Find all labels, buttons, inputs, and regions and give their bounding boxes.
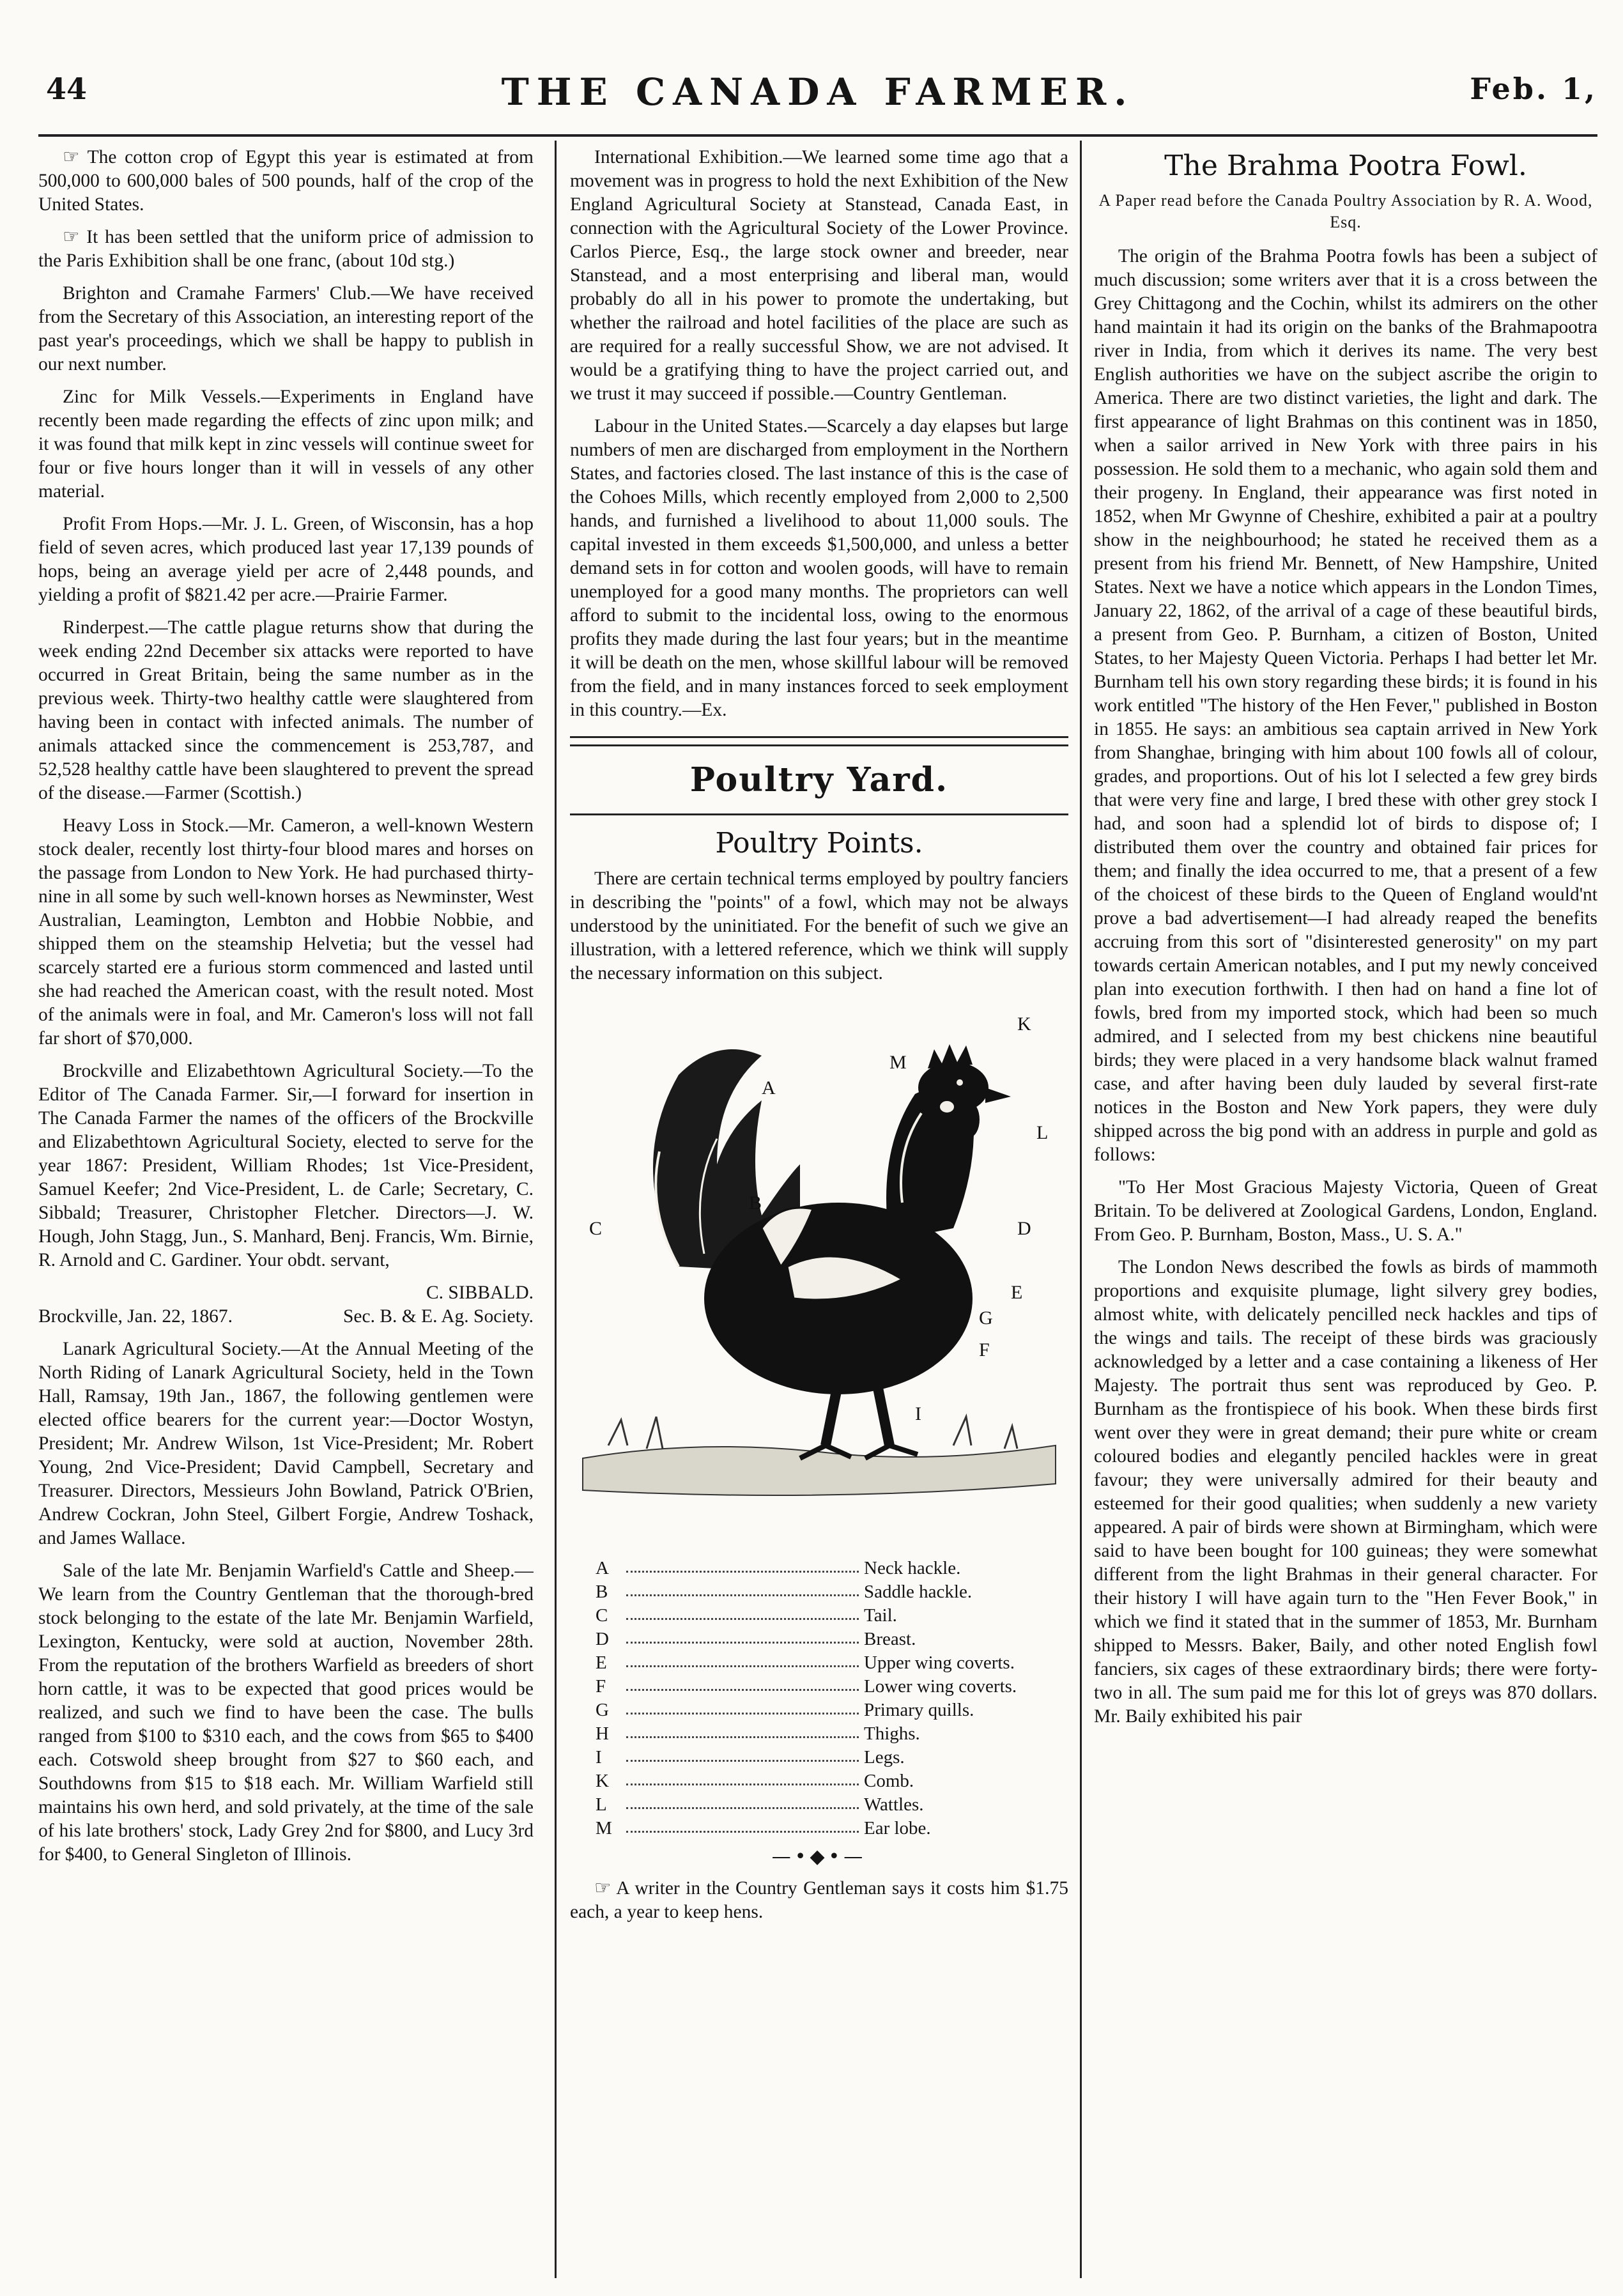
section-divider [570,736,1068,746]
article-paris-exhibition: ☞ It has been settled that the uniform price of admission to the Paris Exhibition shall be one franc, (about 10d stg.) [38,227,534,271]
legend-key: A [596,1558,609,1578]
legend-key: K [596,1771,609,1791]
legend-leader [626,1746,859,1762]
masthead-rule [38,134,1597,137]
issue-date: Feb. 1, [1470,72,1597,106]
article-international-exhibition: International Exhibition.—We learned some time ago that a movement was in progress to hold the next Exhibition of the New England Agricultural Society at Stanstead, Canada East, in connection with the Agricultural Society of the Lower Province. Carlos Pierce, Esq., the large stock owner and breeder, near Stanstead, and a most enterprising and liberal man, would probably do all in his power to promote the undertaking, but whether the railroad and hotel facilities of the place are such as are required for a really successful Show, we are not advised. It would be a gratifying thing to have the project carried out, and we trust it may succeed if possible.—Country Gentleman. [570,147,1068,404]
figure-label-h: H [781,1359,795,1380]
article-zinc-milk: Zinc for Milk Vessels.—Experiments in England have recently been made regarding the effects of zinc upon milk; and it was found that milk kept in zinc vessels will continue sweet for four or five hours longer than it will in vessels of any other material. [38,387,534,502]
section-title-poultry-yard: Poultry Yard. [689,760,949,799]
legend-leader [626,1675,859,1691]
column-right [1094,146,1597,2277]
masthead [38,64,1597,134]
signature-role: Sec. B. & E. Ag. Society. [343,1306,534,1327]
legend-value: Comb. [864,1771,914,1791]
figure-label-f: F [979,1339,990,1360]
figure-label-l: L [1036,1122,1049,1143]
article-hens-cost: ☞ A writer in the Country Gentleman says it costs him $1.75 each, a year to keep hens. [570,1878,1068,1922]
legend-leader [626,1699,859,1714]
legend-row [570,1604,1068,1628]
legend-leader [626,1817,859,1833]
article-labour-us: Labour in the United States.—Scarcely a day elapses but large numbers of men are discharged from employment in the Northern States, and factories closed. The last instance of this is the case of the Cohoes Mills, which recently employed from 2,000 to 2,500 hands, and furnished a livelihood to about 11,000 souls. The capital invested in them exceeds $1,500,000, and unless a better demand sets in for cotton and woolen goods, will have to remain unemployed for a good many months. The proprietors can well afford to submit to the incidental loss, owing to the enormous profits they made during the last four years; but in the meantime it will be death on the men, whose skillful labour will be removed from the field, and in many instances forced to seek employment in this country.—Ex. [570,416,1068,720]
column-left [38,146,534,2277]
brahma-address: "To Her Most Gracious Majesty Victoria, Queen of Great Britain. To be delivered at Zoological Gardens, London, England. From Geo. P. Burnham, Boston, Mass., U. S. A." [1094,1177,1597,1245]
article-lanark-society: Lanark Agricultural Society.—At the Annual Meeting of the North Riding of Lanark Agricultural Society, held in the Town Hall, Ramsay, 19th Jan., 1867, the following gentlemen were elected office bearers for the current year:—Doctor Wostyn, President; Mr. Andrew Wilson, 1st Vice-President; Mr. Robert Young, 2nd Vice-President; David Campbell, Secretary and Treasurer. Directors, Messieurs John Bowland, Patrick O'Brien, Andrew Cockran, John Steel, Gilbert Forgie, Andrew Toshack, and James Wallace. [38,1339,534,1548]
legend-row [570,1699,1068,1722]
article-hops: Profit From Hops.—Mr. J. L. Green, of Wisconsin, has a hop field of seven acres, which produced last year 17,139 pounds of hops, being an average yield per acre of 2,448 pounds, and yielding a profit of $821.42 per acre.—Prairie Farmer. [38,514,534,605]
legend-key: M [596,1818,612,1838]
newspaper-title: THE CANADA FARMER. [501,70,1135,114]
article-warfield-sale: Sale of the late Mr. Benjamin Warfield's Cattle and Sheep.—We learn from the Country Gentleman that the thorough-bred stock belonging to the estate of the late Mr. Benjamin Warfield, Lexington, Kentucky, were sold at auction, November 28th. From the reputation of the brothers Warfield as breeders of short horn cattle, it was to be expected that good prices would be realized, and such we find to have been the case. The bulls ranged from $100 to $310 each, and the cows from $65 to $400 each. Cotswold sheep brought from $27 to $60 each, and Southdowns from $15 to $18 each. Mr. William Warfield still maintains his own herd, and sold privately, at the time of the sale of his late brothers' stock, Lady Grey 2nd for $800, and Lucy 3rd for $400, to General Singleton of Illinois. [38,1560,534,1865]
legend-leader [626,1651,859,1667]
brahma-paragraph-1: The origin of the Brahma Pootra fowls has been a subject of much discussion; some writers aver that it is a cross between the Grey Chittagong and the Cochin, whilst its admirers on the other hand maintain it had its origin on the banks of the Brahmapootra river in India, from which it derives its name. The very best English authorities we have on the subject ascribe the origin to America. There are two distinct varieties, the light and dark. The first appearance of light Brahmas on this continent was in 1850, when a sailor arrived in New York with three pairs in his possession. He sold them to a mechanic, who again sold them and their progeny. In England, their appearance was first noted in 1852, when Mr Gwynne of Cheshire, exhibited a pair at a poultry show in the neighbourhood; he stated he received them as a present from his friend Mr. Bennett, of New Hampshire, United States. Next we have a notice which appears in the London Times, January 22, 1862, of the arrival of a cage of these beautiful birds, a present from Geo. P. Burnham, a citizen of Boston, United States, to her Majesty Queen Victoria. Perhaps I had better let Mr. Burnham tell his own story regarding these birds; it is found in his work entitled "The history of the Hen Fever," published in Boston in 1855. He says: an ambitious sea captain arrived in New York from Shanghae, bringing with him about 100 fowls all of colour, grades, and proportions. Out of his lot I selected a few grey birds that were very fine and large, I bred these with other grey stock I had, and soon had a splendid lot of birds to dispose of; I distributed them over the country and obtained fair prices for them; and finally the idea occurred to me, that a present of a few of the choicest of these birds to the Queen of England would'nt prove a bad advertisement—I had already reaped the benefits accruing from this sort of "disinterested generosity" on my part towards certain American notables, and I put my newly conceived plan into execution forthwith. I then had on hand a fine lot of fowls, bred from my imported stock, which had been so much admired, and I selected from my best chickens nine beautiful birds; they were placed in a very handsome black walnut framed case, and after having been duly lauded by several first-rate notices in the Boston and New York papers, they were duly shipped across the big pond with an address in purple and gold as follows: [1094,246,1597,1165]
subhead-brahma: A Paper read before the Canada Poultry Association by R. A. Wood, Esq. [1098,191,1593,231]
section-rule [570,813,1068,815]
signature-place: Brockville, Jan. 22, 1867. [38,1306,233,1327]
signature-name: C. SIBBALD. [426,1283,534,1303]
legend-key: G [596,1700,609,1720]
article-heavy-loss: Heavy Loss in Stock.—Mr. Cameron, a well-known Western stock dealer, recently lost thirty-four blood mares and horses on the passage from London to New York. He had purchased thirty-nine in all some by such well-known horses as Newminster, West Australian, Leamington, Lembton and Hobbie Nobbie, and shipped them on the steamship Helvetia; but the vessel had scarcely started ere a furious storm commenced and lasted until she had reached the American coast, with the result noted. Most of the animals were in foal, and Mr. Cameron's loss will not fall far short of $70,000. [38,815,534,1049]
legend-leader [626,1580,859,1596]
figure-label-i: I [915,1403,921,1424]
legend-key: L [596,1794,607,1815]
figure-label-m: M [889,1052,907,1073]
headline-brahma: The Brahma Pootra Fowl. [1164,150,1527,182]
legend-row [570,1746,1068,1769]
legend-row [570,1722,1068,1746]
legend-leader [626,1722,859,1738]
article-brockville-society: Brockville and Elizabethtown Agricultural Society.—To the Editor of The Canada Farmer. Sir,—I forward for insertion in The Canada Farmer the names of the officers of the Brockville and Elizabethtown Agricultural Society, elected to serve for the year 1867: President, William Rhodes; 1st Vice-President, Samuel Keefer; 2nd Vice-President, L. de Carle; Secretary, C. Sibbald; Treasurer, Christopher Fletcher. Directors—J. W. Hough, John Stagg, Jun., S. Manhard, Benj. Francis, Wm. Birnie, R. Arnold and C. Gardiner. Your obdt. servant, [38,1061,534,1270]
legend-value: Breast. [864,1629,916,1649]
rooster-legend [570,1557,1068,1840]
legend-key: H [596,1723,609,1744]
legend-leader [626,1793,859,1809]
legend-row [570,1580,1068,1604]
article-cotton: ☞ The cotton crop of Egypt this year is estimated at from 500,000 to 600,000 bales of 500 pounds, half of the crop of the United States. [38,147,534,215]
figure-label-e: E [1011,1282,1023,1303]
legend-value: Wattles. [864,1794,924,1815]
figure-label-b: B [749,1192,762,1213]
signature-line [38,1305,534,1329]
article-brighton-club: Brighton and Cramahe Farmers' Club.—We have received from the Secretary of this Association, an interesting report of the past year's proceedings, which we shall be happy to publish in our next number. [38,283,534,374]
figure-label-g: G [979,1307,993,1329]
legend-value: Lower wing coverts. [864,1676,1017,1697]
legend-value: Ear lobe. [864,1818,931,1838]
legend-leader [626,1769,859,1785]
column-middle [570,146,1068,2277]
legend-row [570,1628,1068,1651]
legend-leader [626,1557,859,1573]
legend-key: F [596,1676,606,1697]
legend-value: Legs. [864,1747,905,1768]
legend-key: B [596,1582,608,1602]
legend-row [570,1651,1068,1675]
legend-value: Tail. [864,1605,897,1626]
poultry-points-intro: There are certain technical terms employed by poultry fanciers in describing the "points" of a fowl, which may not be always understood by the uninitiated. For the benefit of such we give an illustration, with a lettered reference, which we think will supply the necessary information on this subject. [570,868,1068,983]
column-rule-1 [555,141,557,2278]
rooster-illustration [570,998,1068,1548]
legend-key: I [596,1747,602,1768]
legend-row [570,1793,1068,1817]
legend-row [570,1557,1068,1580]
page-number: 44 [46,72,88,106]
ornament-divider: —•◆•— [771,1845,867,1868]
figure-label-a: A [762,1077,776,1098]
article-rinderpest: Rinderpest.—The cattle plague returns show that during the week ending 22nd December six attacks were reported to have occurred in Great Britain, being the same number as in the previous week. Thirty-two healthy cattle were slaughtered from having been in contact with infected animals. The number of animals attacked since the commencement is 253,787, and 52,528 healthy cattle have been slaughtered to prevent the spread of the disease.—Farmer (Scottish.) [38,617,534,803]
legend-key: E [596,1653,607,1673]
legend-value: Thighs. [864,1723,920,1744]
legend-key: C [596,1605,608,1626]
brahma-paragraph-2: The London News described the fowls as birds of mammoth proportions and exquisite plumage, light silvery grey bodies, almost white, with delicately pencilled neck hackles and tips of the wings and tails. The receipt of these birds was graciously acknowledged by a letter and a case containing a likeness of Her Majesty. The portrait thus sent was reproduced by Geo. P. Burnham as the frontispiece of his book. When these birds first went over they were in great demand; their pure white or cream coloured bodies and elegantly penciled hackles were in great favour; they were universally admired for their beauty and esteemed for their good qualities; when suddenly a new variety appeared. A pair of birds were shown at Birmingham, which were said to have been bought for 100 guineas; they were somewhat different from the light Brahmas in their general character. For their history I will have again turn to the "Hen Fever Book," in which we find it stated that in the summer of 1853, Mr. Burnham shipped to Messrs. Baker, Baily, and other noted English fowl fanciers, six cages of these extraordinary birds; there were forty-two in all. The sum paid me for this lot of greys was 870 dollars. Mr. Baily exhibited his pair [1094,1257,1597,1727]
headline-poultry-points: Poultry Points. [715,827,923,859]
legend-row [570,1769,1068,1793]
figure-label-k: K [1017,1013,1031,1035]
legend-row [570,1675,1068,1699]
column-rule-2 [1080,141,1082,2278]
figure-label-d: D [1017,1218,1031,1239]
legend-key: D [596,1629,609,1649]
figure-label-c: C [589,1218,603,1239]
legend-value: Upper wing coverts. [864,1653,1015,1673]
legend-row [570,1817,1068,1840]
legend-leader [626,1628,859,1644]
legend-value: Primary quills. [864,1700,974,1720]
legend-leader [626,1604,859,1620]
legend-value: Saddle hackle. [864,1582,973,1602]
legend-value: Neck hackle. [864,1558,961,1578]
